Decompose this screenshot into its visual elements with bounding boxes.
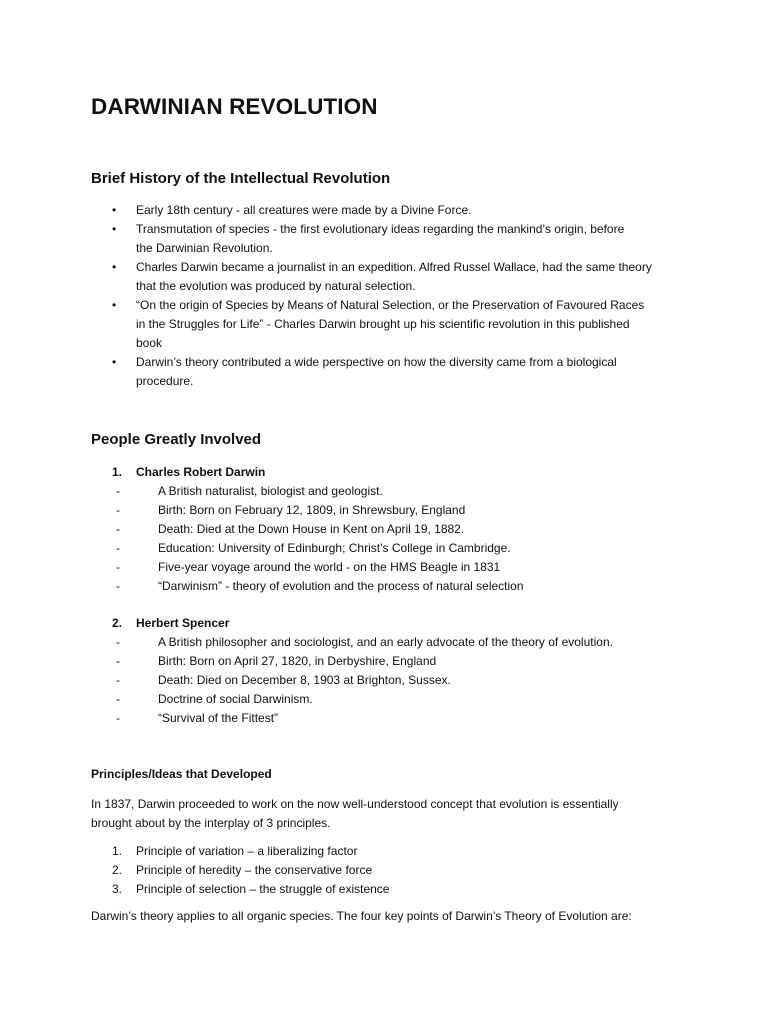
bullet-icon: • bbox=[112, 203, 117, 217]
list-item: - A British philosopher and sociologist, and an early advocate of the theory of evolution. bbox=[116, 635, 613, 649]
bullet-icon: • bbox=[112, 355, 117, 369]
section-heading-people: People Greatly Involved bbox=[91, 431, 262, 448]
darwin-details-list bbox=[116, 482, 696, 596]
section-heading-principles: Principles/Ideas that Developed bbox=[91, 767, 272, 781]
bullet-icon: • bbox=[112, 222, 117, 236]
list-item: • Transmutation of species - the first evolutionary ideas regarding the mankind’s origin, before the Darwinian Revolution. bbox=[112, 222, 625, 255]
person-heading-spencer bbox=[112, 614, 692, 633]
history-bullet-list bbox=[112, 201, 692, 391]
principles-intro-paragraph: In 1837, Darwin proceeded to work on the now well-understood concept that evolution is essentially brought about by the interplay of 3 principles. bbox=[91, 797, 619, 830]
list-item: - Death: Died at the Down House in Kent on April 19, 1882. bbox=[116, 522, 465, 536]
list-item: - Birth: Born on February 12, 1809, in Shrewsbury, England bbox=[116, 503, 466, 517]
section-heading-history: Brief History of the Intellectual Revolution bbox=[91, 170, 391, 187]
bullet-icon: • bbox=[112, 298, 117, 312]
list-item: 1. Charles Robert Darwin bbox=[112, 465, 266, 479]
list-item: - Birth: Born on April 27, 1820, in Derbyshire, England bbox=[116, 654, 437, 668]
list-item: • “On the origin of Species by Means of Natural Selection, or the Preservation of Favoured Races in the Struggles for Life” - Charles Darwin brought up his scientific revolution in this published book bbox=[112, 298, 645, 350]
closing-paragraph: Darwin’s theory applies to all organic species. The four key points of Darwin’s Theory of Evolution are: bbox=[91, 909, 632, 923]
spencer-details-list bbox=[116, 633, 696, 728]
list-item: 2. Herbert Spencer bbox=[112, 616, 230, 630]
bullet-icon: • bbox=[112, 260, 117, 274]
list-item: - A British naturalist, biologist and geologist. bbox=[116, 484, 383, 498]
principles-list bbox=[112, 842, 692, 899]
document-title: DARWINIAN REVOLUTION bbox=[91, 94, 378, 119]
list-item: • Early 18th century - all creatures were made by a Divine Force. bbox=[112, 201, 692, 220]
list-item: - “Darwinism” - theory of evolution and the process of natural selection bbox=[116, 579, 524, 593]
list-item: 2. Principle of heredity – the conservative force bbox=[112, 863, 373, 877]
list-item: - “Survival of the Fittest” bbox=[116, 711, 279, 725]
list-item: - Five-year voyage around the world - on the HMS Beagle in 1831 bbox=[116, 560, 501, 574]
list-item: 3. Principle of selection – the struggle of existence bbox=[112, 882, 390, 896]
list-item: 1. Principle of variation – a liberalizing factor bbox=[112, 844, 358, 858]
person-heading-darwin bbox=[112, 463, 692, 482]
list-item: • Darwin’s theory contributed a wide perspective on how the diversity came from a biological procedure. bbox=[112, 355, 617, 388]
list-item: - Education: University of Edinburgh; Christ’s College in Cambridge. bbox=[116, 541, 511, 555]
list-item: - Death: Died on December 8, 1903 at Brighton, Sussex. bbox=[116, 673, 451, 687]
list-item: - Doctrine of social Darwinism. bbox=[116, 692, 313, 706]
list-item: • Charles Darwin became a journalist in an expedition. Alfred Russel Wallace, had the same theory that the evolution was produced by natural selection. bbox=[112, 260, 652, 293]
